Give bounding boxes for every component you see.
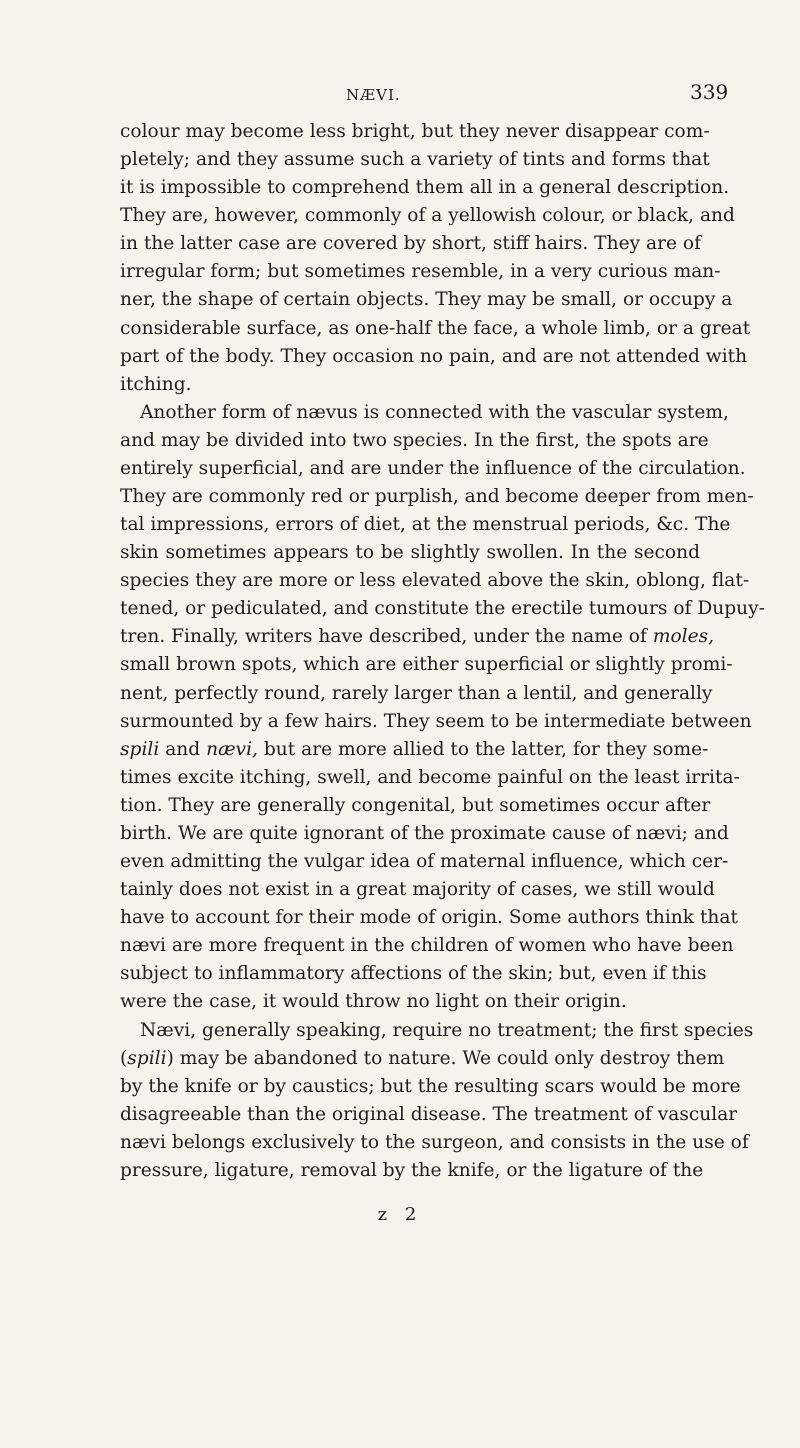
text-fragment: (	[120, 1047, 128, 1069]
page-number: 339	[690, 80, 729, 104]
text-line: surmounted by a few hairs. They seem to be intermediate between	[120, 710, 752, 732]
italic-term: moles,	[652, 626, 715, 648]
text-line: even admitting the vulgar idea of maternal influence, which cer-	[120, 851, 729, 873]
signature-mark: z 2	[377, 1204, 423, 1225]
italic-term: nævi,	[206, 738, 258, 760]
text-line: colour may become less bright, but they never disappear com-	[120, 121, 710, 142]
text-line: skin sometimes appears to be slightly swollen. In the second	[120, 542, 700, 564]
text-line: pressure, ligature, removal by the knife, or the ligature of the	[120, 1159, 704, 1181]
text-line: in the latter case are covered by short, stiff hairs. They are of	[120, 233, 701, 255]
running-head	[0, 80, 800, 110]
text-line	[120, 1045, 725, 1073]
text-line: Nævi, generally speaking, require no treatment; the first species	[140, 1019, 754, 1041]
text-line: pletely; and they assume such a variety of tints and forms that	[120, 149, 710, 171]
text-line: it is impossible to comprehend them all in a general description.	[120, 177, 730, 199]
text-line: nævi belongs exclusively to the surgeon, and consists in the use of	[120, 1131, 749, 1153]
running-title: NÆVI.	[346, 86, 401, 104]
text-line: tion. They are generally congenital, but sometimes occur after	[120, 794, 711, 816]
text-line: Another form of nævus is connected with the vascular system,	[140, 401, 729, 423]
text-line: part of the body. They occasion no pain, and are not attended with	[120, 345, 748, 367]
text-line: They are, however, commonly of a yellowish colour, or black, and	[120, 205, 735, 227]
text-fragment: but are more allied to the latter, for they some-	[263, 738, 709, 760]
text-line: times excite itching, swell, and become painful on the least irrita-	[120, 766, 740, 788]
text-line: tal impressions, errors of diet, at the menstrual periods, &c. The	[120, 514, 731, 536]
text-fragment: and	[165, 738, 201, 760]
text-line: ner, the shape of certain objects. They may be small, or occupy a	[120, 289, 733, 311]
text-line: They are commonly red or purplish, and become deeper from men-	[120, 486, 754, 508]
italic-term: spili	[127, 1047, 167, 1069]
text-line: species they are more or less elevated above the skin, oblong, flat-	[120, 570, 750, 592]
text-line: birth. We are quite ignorant of the proximate cause of nævi; and	[120, 822, 729, 844]
text-line: nent, perfectly round, rarely larger than a lentil, and generally	[120, 682, 713, 704]
text-line: and may be divided into two species. In the first, the spots are	[120, 429, 709, 451]
italic-term: spili	[120, 738, 160, 760]
text-line: considerable surface, as one-half the face, a whole limb, or a great	[120, 317, 751, 339]
text-line: tainly does not exist in a great majority of cases, we still would	[120, 879, 715, 901]
text-line: disagreeable than the original disease. The treatment of vascular	[120, 1103, 738, 1125]
text-line: small brown spots, which are either superficial or slightly promi-	[120, 654, 733, 676]
text-line: were the case, it would throw no light on their origin.	[120, 991, 627, 1013]
text-line: subject to inflammatory affections of the skin; but, even if this	[120, 963, 707, 985]
text-line: irregular form; but sometimes resemble, in a very curious man-	[120, 261, 721, 283]
text-line	[120, 736, 709, 764]
body-text	[120, 118, 765, 1185]
text-line: by the knife or by caustics; but the resulting scars would be more	[120, 1075, 741, 1097]
text-fragment: ) may be abandoned to nature. We could only destroy them	[166, 1047, 725, 1069]
text-fragment: tren. Finally, writers have described, under the name of	[120, 626, 647, 648]
text-line	[120, 623, 715, 651]
text-line: itching.	[120, 373, 192, 395]
text-line: tened, or pediculated, and constitute the erectile tumours of Dupuy-	[120, 598, 765, 620]
text-line: nævi are more frequent in the children of women who have been	[120, 935, 734, 957]
text-line: entirely superficial, and are under the influence of the circulation.	[120, 457, 746, 479]
text-line: have to account for their mode of origin. Some authors think that	[120, 907, 738, 929]
